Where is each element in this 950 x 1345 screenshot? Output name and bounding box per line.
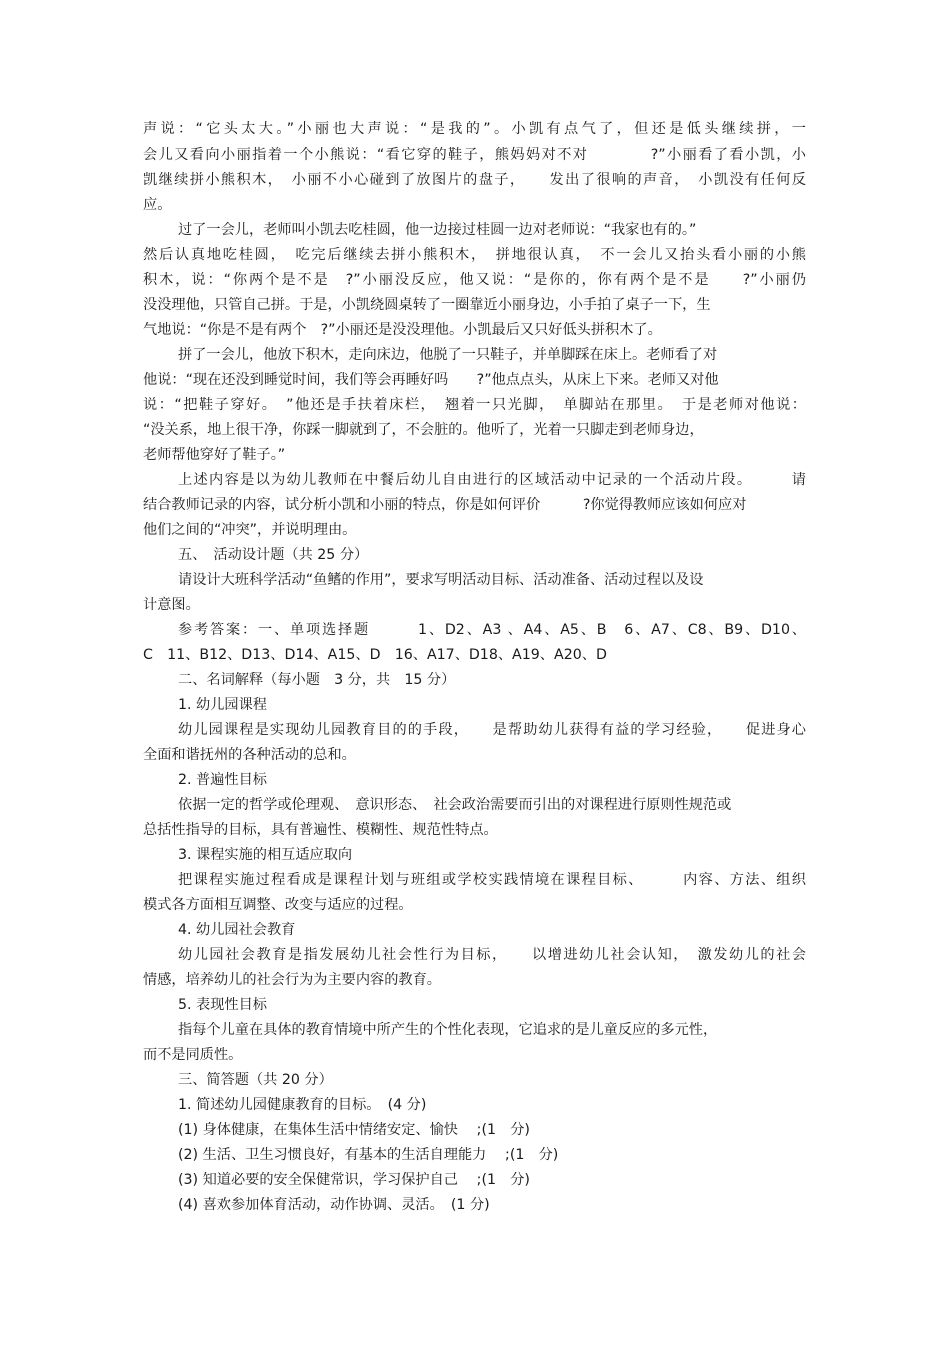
section-heading: 五、 活动设计题（共 25 分） [178,547,369,563]
text-line: 然后认真地吃桂圆， 吃完后继续去拼小熊积木， 拼地很认真， 不一会儿又抬头看小丽的小熊 [143,247,806,263]
term-heading: 5. 表现性目标 [178,997,267,1013]
text-line: 会儿又看向小丽指着一个小熊说：“看它穿的鞋子，熊妈妈对不对 ?”小丽看了看小凯，小 [143,147,806,163]
text-line: 上述内容是以为幼儿教师在中餐后幼儿自由进行的区域活动中记录的一个活动片段。 请 [178,472,806,488]
term-heading: 4. 幼儿园社会教育 [178,922,296,938]
text-line: “没关系，地上很干净，你踩一脚就到了，不会脏的。他听了，光着一只脚走到老师身边， [143,422,704,438]
list-item: (3) 知道必要的安全保健常识，学习保护自己 ;(1 分) [178,1172,530,1188]
text-line: 他说：“现在还没到睡觉时间，我们等会再睡好吗 ?”他点点头，从床上下来。老师又对他 [143,372,719,388]
text-line: 应。 [143,197,172,213]
text-line: 情感，培养幼儿的社会行为为主要内容的教育。 [143,972,441,988]
text-line: 说：“把鞋子穿好。 ”他还是手扶着床栏， 翘着一只光脚， 单脚站在那里。 于是老师对他说： [143,397,806,413]
section-heading: 二、名词解释（每小题 3 分，共 15 分） [178,672,456,688]
text-line: 老师帮他穿好了鞋子。” [143,447,286,463]
text-line: 把课程实施过程看成是课程计划与班组或学校实践情境在课程目标、 内容、方法、组织 [178,872,806,888]
text-line: 结合教师记录的内容，试分析小凯和小丽的特点，你是如何评价 ?你觉得教师应该如何应对 [143,497,747,513]
text-line: 气地说：“你是不是有两个 ?”小丽还是没没理他。小凯最后又只好低头拼积木了。 [143,322,662,338]
term-heading: 3. 课程实施的相互适应取向 [178,847,353,863]
text-line: 他们之间的“冲突”，并说明理由。 [143,522,357,538]
text-line: 依据一定的哲学或伦理观、 意识形态、 社会政治需要而引出的对课程进行原则性规范或 [178,797,732,813]
text-line: 幼儿园社会教育是指发展幼儿社会性行为目标， 以增进幼儿社会认知， 激发幼儿的社会 [178,947,806,963]
text-line: 总括性指导的目标，具有普遍性、模糊性、规范性特点。 [143,822,498,838]
answer-line: 参考答案：一、单项选择题 1、D2、A3 、A4、A5、B 6、A7、C8、B9、D10、 [178,622,806,638]
text-line: 而不是同质性。 [143,1047,243,1063]
text-line: 全面和谐抚州的各种活动的总和。 [143,747,356,763]
list-item: (4) 喜欢参加体育活动，动作协调、灵活。 (1 分) [178,1197,490,1213]
text-line: 拼了一会儿，他放下积木，走向床边，他脱了一只鞋子，并单脚踩在床上。老师看了对 [178,347,718,363]
list-item: (1) 身体健康，在集体生活中情绪安定、愉快 ;(1 分) [178,1122,530,1138]
term-heading: 2. 普遍性目标 [178,772,267,788]
section-heading: 三、简答题（共 20 分） [178,1072,333,1088]
text-line: 计意图。 [143,597,200,613]
text-line: 过了一会儿，老师叫小凯去吃桂圆，他一边接过桂圆一边对老师说：“我家也有的。” [178,222,697,238]
text-line: 声说：“它头太大。”小丽也大声说：“是我的”。小凯有点气了，但还是低头继续拼，一 [143,121,806,137]
text-line: 指每个儿童在具体的教育情境中所产生的个性化表现，它追求的是儿童反应的多元性， [178,1022,718,1038]
term-heading: 1. 幼儿园课程 [178,697,267,713]
answer-line: C 11、B12、D13、D14、A15、D 16、A17、D18、A19、A20、D [143,647,607,663]
question-heading: 1. 简述幼儿园健康教育的目标。 (4 分) [178,1097,427,1113]
text-line: 积木，说：“你两个是不是 ?”小丽没反应，他又说：“是你的，你有两个是不是 ?”小丽仍 [143,272,806,288]
text-line: 没没理他，只管自己拼。于是，小凯绕圆桌转了一圈靠近小丽身边，小手拍了桌子一下，生 [143,297,711,313]
text-line: 凯继续拼小熊积木， 小丽不小心碰到了放图片的盘子， 发出了很响的声音， 小凯没有任何反 [143,172,806,188]
list-item: (2) 生活、卫生习惯良好，有基本的生活自理能力 ;(1 分) [178,1147,559,1163]
text-line: 请设计大班科学活动“鱼鳍的作用”，要求写明活动目标、活动准备、活动过程以及设 [178,572,704,588]
text-line: 幼儿园课程是实现幼儿园教育目的的手段， 是帮助幼儿获得有益的学习经验， 促进身心 [178,722,806,738]
text-line: 模式各方面相互调整、改变与适应的过程。 [143,897,413,913]
